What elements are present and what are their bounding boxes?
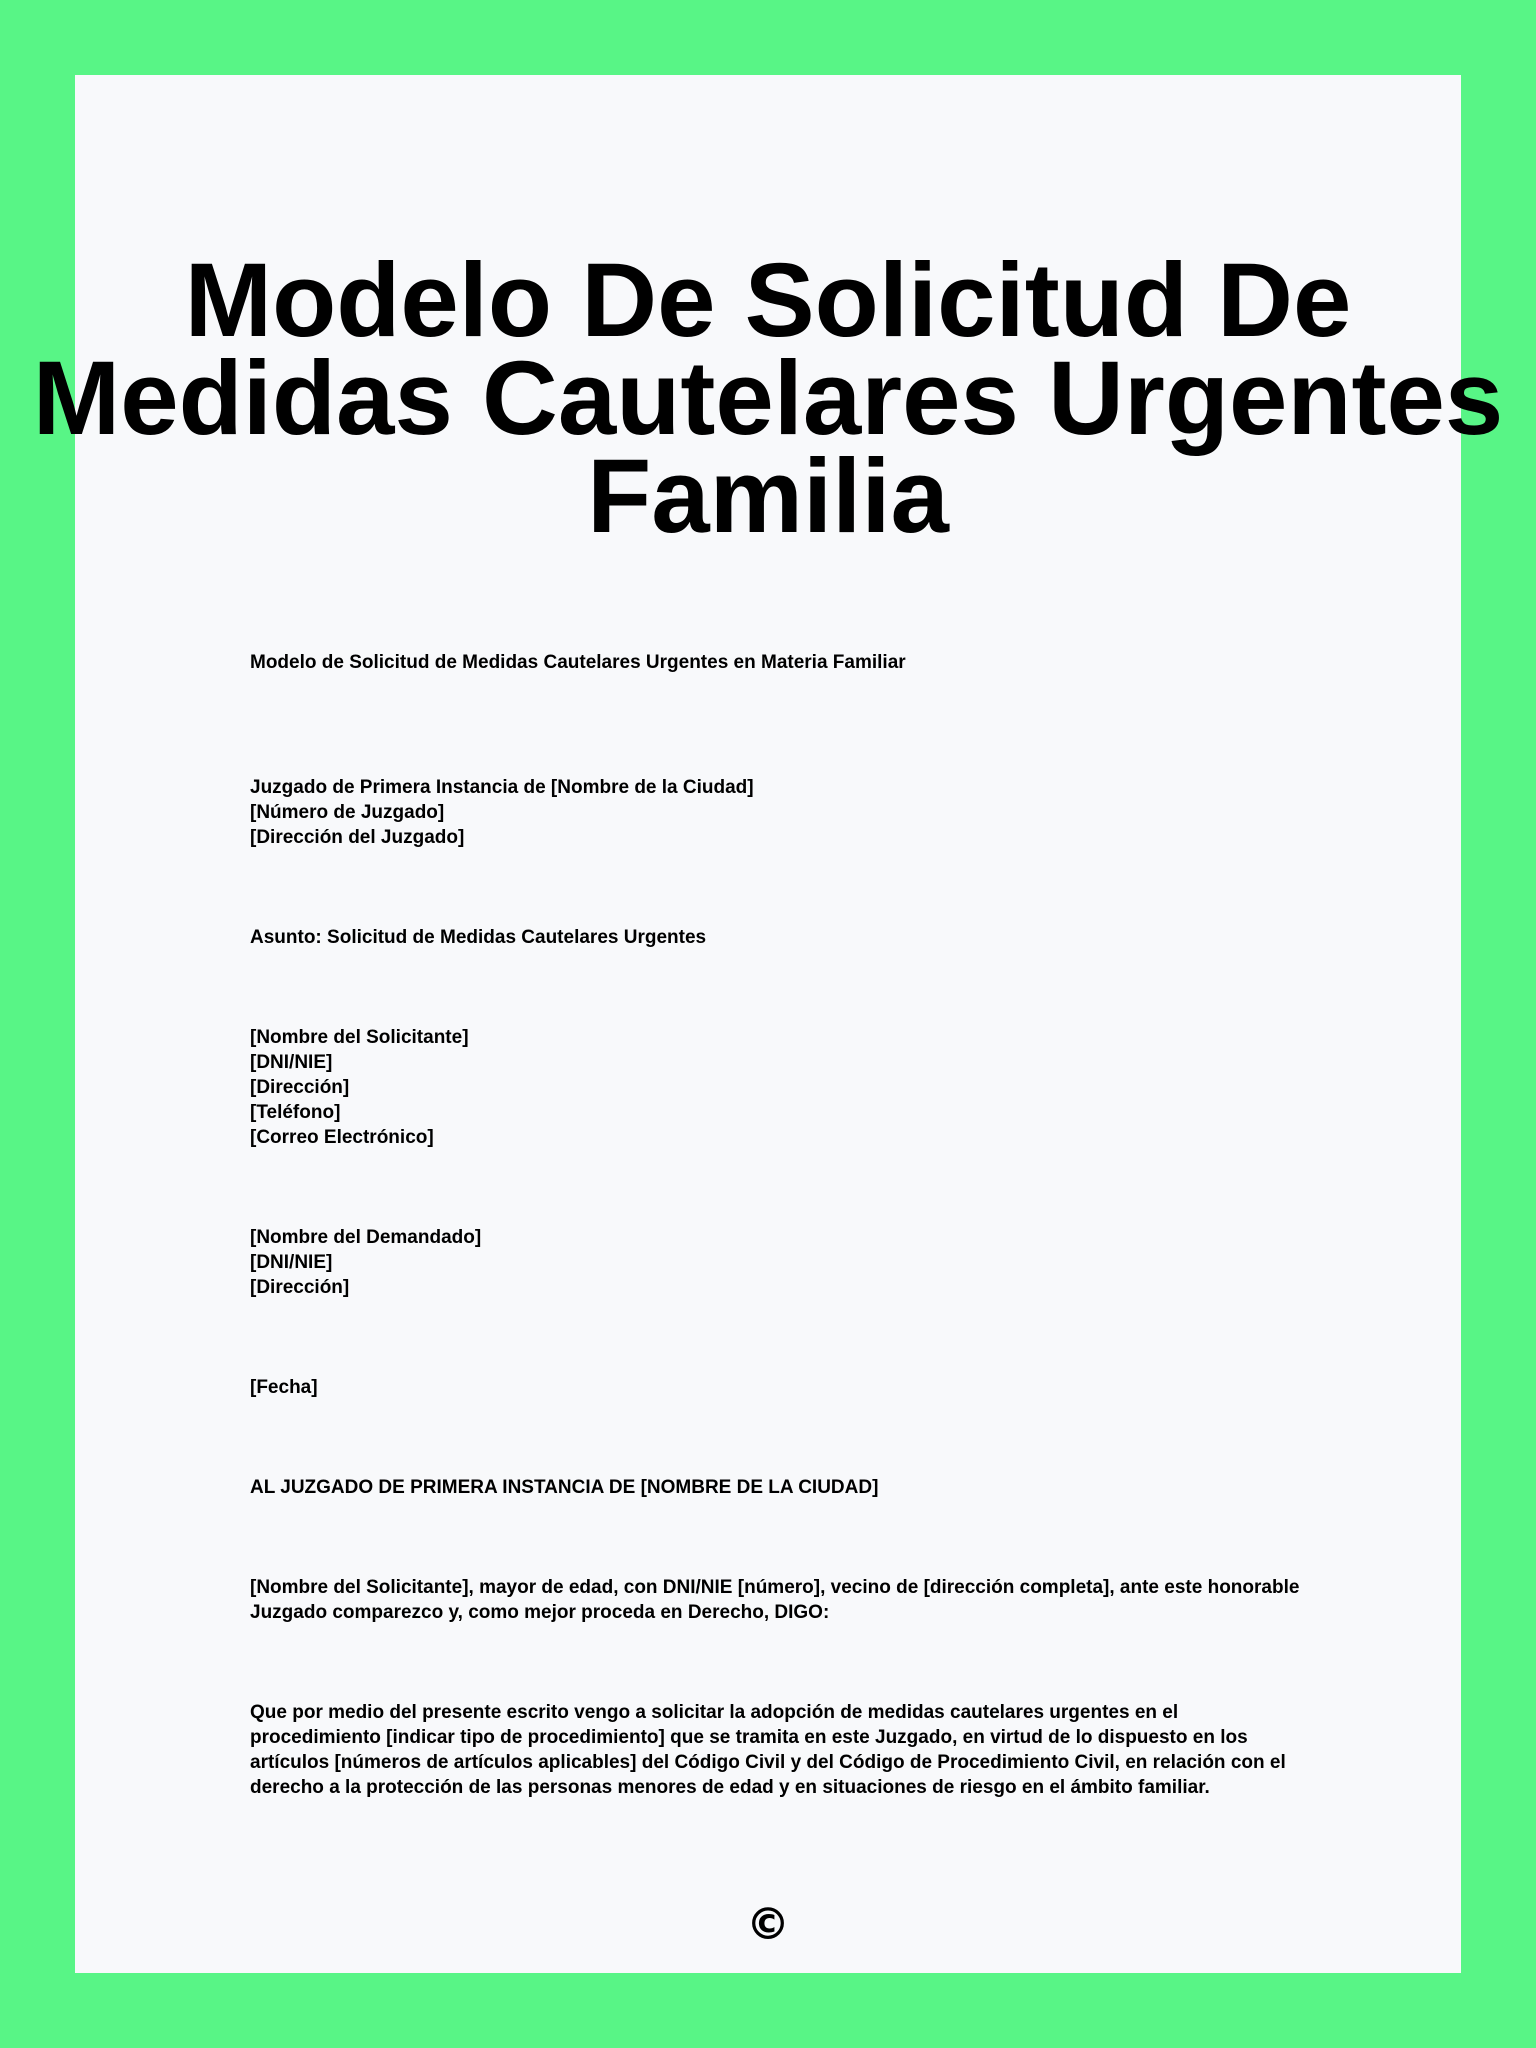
court-name: Juzgado de Primera Instancia de [Nombre de la Ciudad]	[250, 777, 754, 798]
defendant-id: [DNI/NIE]	[250, 1252, 333, 1273]
defendant-address: [Dirección]	[250, 1277, 350, 1298]
applicant-block	[250, 1025, 1300, 1150]
intro-paragraph: [Nombre del Solicitante], mayor de edad, con DNI/NIE [número], vecino de [dirección completa], ante este honorable Juzgado comparezco y, como mejor proceda en Derecho, DIGO:	[250, 1577, 1300, 1623]
court-number: [Número de Juzgado]	[250, 802, 445, 823]
applicant-email: [Correo Electrónico]	[250, 1127, 434, 1148]
court-block	[250, 775, 1300, 850]
date-line: [Fecha]	[250, 1377, 318, 1398]
subject-line: Asunto: Solicitud de Medidas Cautelares Urgentes	[250, 927, 707, 948]
applicant-phone: [Teléfono]	[250, 1102, 341, 1123]
applicant-address: [Dirección]	[250, 1077, 350, 1098]
court-address: [Dirección del Juzgado]	[250, 827, 465, 848]
addressee-line: AL JUZGADO DE PRIMERA INSTANCIA DE [NOMBRE DE LA CIUDAD]	[250, 1477, 879, 1498]
document-body	[250, 650, 1300, 1800]
defendant-name: [Nombre del Demandado]	[250, 1227, 482, 1248]
request-paragraph: Que por medio del presente escrito vengo a solicitar la adopción de medidas cautelares urgentes en el procedimiento [indicar tipo de procedimiento] que se tramita en este Juzgado, en virtud de lo dispuesto en los artículos [números de artículos aplicables] del Código Civil y del Código de Procedimiento Civil, en relación con el derecho a la protección de las personas menores de edad y en situaciones de riesgo en el ámbito familiar.	[250, 1702, 1286, 1798]
applicant-id: [DNI/NIE]	[250, 1052, 333, 1073]
document-subtitle: Modelo de Solicitud de Medidas Cautelares Urgentes en Materia Familiar	[250, 652, 906, 673]
applicant-name: [Nombre del Solicitante]	[250, 1027, 469, 1048]
document-title: Modelo De Solicitud De Medidas Cautelares Urgentes Familia	[32, 242, 1504, 555]
copyright-symbol: ©	[746, 1899, 790, 1950]
defendant-block	[250, 1225, 1300, 1300]
